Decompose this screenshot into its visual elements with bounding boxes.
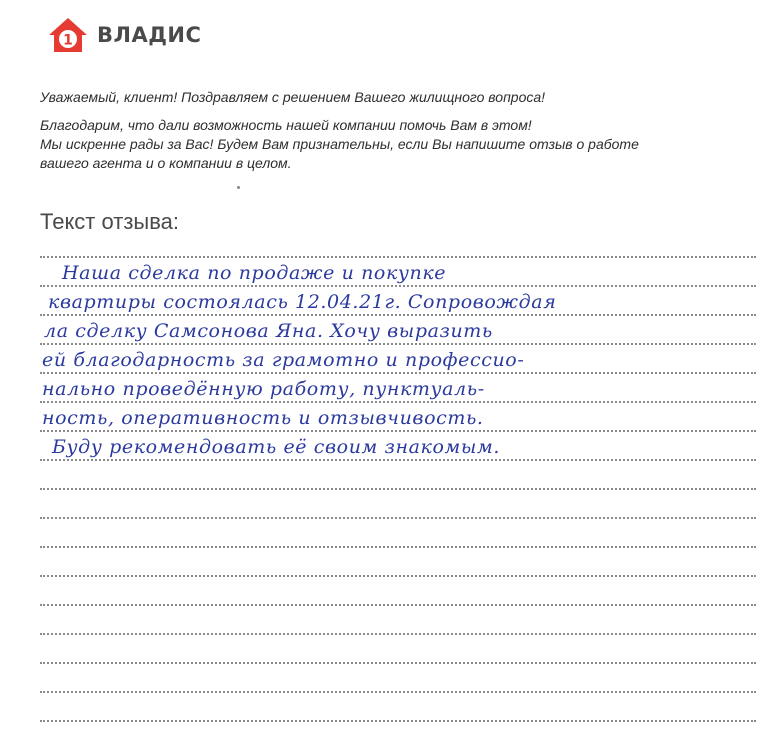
thanks-line: Благодарим, что дали возможность нашей компании помочь Вам в этом!: [40, 117, 532, 133]
ruled-line: [40, 488, 756, 490]
ruled-line: [40, 662, 756, 664]
ruled-line: [40, 314, 756, 316]
ruled-line: [40, 372, 756, 374]
handwritten-line: Наша сделка по продаже и покупке: [62, 262, 447, 284]
brand-logo: [47, 16, 201, 54]
scan-speck: [237, 186, 240, 189]
handwritten-line: ла сделку Самсонова Яна. Хочу выразить: [44, 320, 493, 342]
ruled-line: [40, 517, 756, 519]
thanks-paragraph: [40, 116, 740, 173]
handwritten-line: ей благодарность за грамотно и профессио-: [42, 349, 525, 371]
ruled-line: [40, 430, 756, 432]
ruled-line: [40, 401, 756, 403]
ruled-line: [40, 546, 756, 548]
ruled-line: [40, 459, 756, 461]
thanks-line: Мы искренне рады за Вас! Будем Вам признательны, если Вы напишите отзыв о работе: [40, 136, 639, 152]
ruled-line: [40, 343, 756, 345]
greeting-text: Уважаемый, клиент! Поздравляем с решением Вашего жилищного вопроса!: [40, 89, 546, 105]
handwritten-line: нально проведённую работу, пунктуаль-: [42, 378, 485, 400]
thanks-line: вашего агента и о компании в целом.: [40, 155, 292, 171]
ruled-line: [40, 575, 756, 577]
ruled-line: [40, 691, 756, 693]
handwritten-line: ность, оперативность и отзывчивость.: [42, 407, 484, 429]
ruled-line: [40, 720, 756, 722]
handwritten-line: квартиры состоялась 12.04.21г. Сопровождая: [48, 291, 557, 313]
house-icon: [47, 16, 89, 54]
ruled-line: [40, 633, 756, 635]
ruled-line: [40, 256, 756, 258]
brand-name: ВЛАДИС: [97, 23, 202, 47]
ruled-line: [40, 285, 756, 287]
ruled-line: [40, 604, 756, 606]
logo-digit: 1: [63, 32, 73, 49]
handwritten-line: Буду рекомендовать её своим знакомым.: [52, 436, 500, 458]
review-heading: Текст отзыва:: [40, 209, 180, 234]
